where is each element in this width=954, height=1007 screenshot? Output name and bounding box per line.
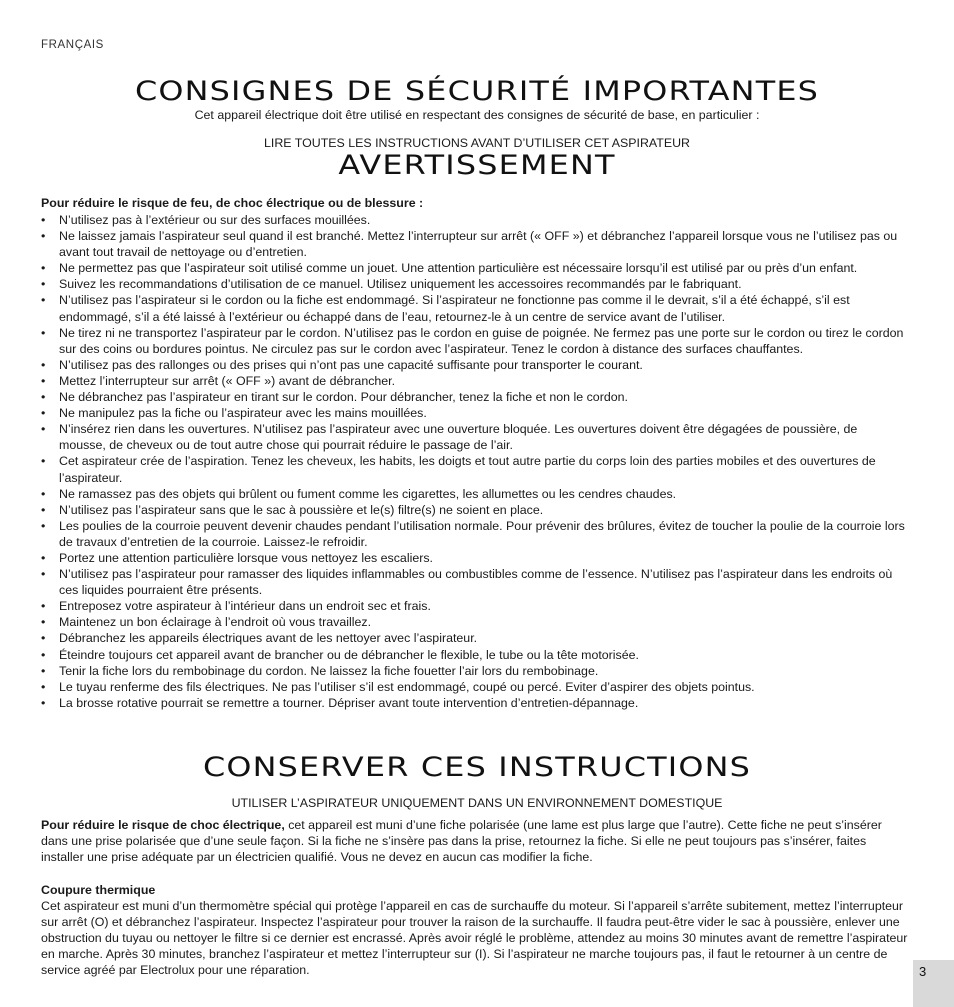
list-item: • Ne débranchez pas l’aspirateur en tirant sur le cordon. Pour débrancher, tenez la fiche et non le cordon. (41, 389, 906, 405)
list-item: • N’utilisez pas des rallonges ou des prises qui n’ont pas une capacité suffisante pour transporter le courant. (41, 357, 906, 373)
conserve-title: CONSERVER CES INSTRUCTIONS (202, 752, 752, 783)
warning-lead: Pour réduire le risque de feu, de choc électrique ou de blessure : (41, 196, 424, 210)
list-item: • N’insérez rien dans les ouvertures. N’utilisez pas l’aspirateur avec une ouverture bloquée. Les ouvertures doivent être dégagées de poussière, de mousse, de cheveux ou de tout autre chose qui pourrait réduire le passage de l’air. (41, 421, 906, 453)
list-item: • Cet aspirateur crée de l’aspiration. Tenez les cheveux, les habits, les doigts et tout autre partie du corps loin des parties mobiles et des ouvertures de l’aspirateur. (41, 453, 906, 485)
list-item: • Ne laissez jamais l’aspirateur seul quand il est branché. Mettez l’interrupteur sur arrêt (« OFF ») et débranchez l’appareil lorsque vous ne l’utilisez pas ou avant tout travail de nettoyage ou d’entretien. (41, 228, 906, 260)
list-item: • Maintenez un bon éclairage à l’endroit où vous travaillez. (41, 614, 906, 630)
list-item: • N’utilisez pas l’aspirateur pour ramasser des liquides inflammables ou combustibles comme de l’essence. N’utilisez pas l’aspirateur dans les endroits où ces liquides pourraient être présents. (41, 566, 906, 598)
list-item: • N’utilisez pas l’aspirateur si le cordon ou la fiche est endommagé. Si l’aspirateur ne fonctionne pas comme il le devrait, s’il a été échappé, s’il est endommagé, s’il a été laissé à l’extérieur ou échappé dans de l’eau, retournez-le à un centre de service avant de l’utiliser. (41, 292, 906, 324)
list-item: • Éteindre toujours cet appareil avant de brancher ou de débrancher le flexible, le tube ou la tête motorisée. (41, 647, 906, 663)
thermal-text: Cet aspirateur est muni d’un thermomètre spécial qui protège l’appareil en cas de surchauffe du moteur. Si l’appareil s’arrête subitement, mettez l’interrupteur sur arrêt (O) et débranchez l’aspirateur. Inspectez l’aspirateur pour trouver la raison de la surchauffe. Il faudra peut-être vider le sac à poussière, enlever une obstruction du tuyau ou nettoyer le filtre si ce dernier est encrassé. Après avoir réglé le problème, attendez au moins 30 minutes avant de remettre l’aspirateur en marche. Après 30 minutes, branchez l’aspirateur et mettez l’interrupteur sur (I). Si l’aspirateur ne marche toujours pas, il faut le retourner à un centre de service agréé par Electrolux pour une réparation. (41, 899, 908, 978)
list-item: • Tenir la fiche lors du rembobinage du cordon. Ne laissez la fiche fouetter l’air lors du rembobinage. (41, 663, 906, 679)
list-item: • Ne tirez ni ne transportez l’aspirateur par le cordon. N’utilisez pas le cordon en guise de poignée. Ne fermez pas une porte sur le cordon ou tirez le cordon sur des coins ou bordures pointus. Ne circulez pas sur le cordon avec l’aspirateur. Tenez le cordon à distance des surfaces chauffantes. (41, 325, 906, 357)
list-item: • Le tuyau renferme des fils électriques. Ne pas l’utiliser s’il est endommagé, coupé ou percé. Eviter d’aspirer des objets pointus. (41, 679, 906, 695)
thermal-paragraph (41, 882, 909, 979)
list-item: • N’utilisez pas à l’extérieur ou sur des surfaces mouillées. (41, 212, 906, 228)
page-number: 3 (919, 964, 927, 979)
list-item: • Les poulies de la courroie peuvent devenir chaudes pendant l’utilisation normale. Pour prévenir des brûlures, évitez de toucher la poulie de la courroie lors de travaux d’entretien de la courroie. Laissez-le refroidir. (41, 518, 906, 550)
list-item: • Entreposez votre aspirateur à l’intérieur dans un endroit sec et frais. (41, 598, 906, 614)
list-item: • Ne manipulez pas la fiche ou l’aspirateur avec les mains mouillées. (41, 405, 906, 421)
thermal-title: Coupure thermique (41, 883, 156, 897)
shock-text: cet appareil est muni d’une fiche polarisée (une lame est plus large que l’autre). Cette fiche ne peut s’insérer dans une prise polarisée que d’une seule façon. Si la fiche ne s’insère pas dans la prise, retournez la fiche. Si elle ne peut toujours pas s’insérer, faites installer une prise adéquate par un électricien qualifié. Vous ne devez en aucun cas modifier la fiche. (41, 818, 882, 865)
list-item: • La brosse rotative pourrait se remettre a tourner. Dépriser avant toute intervention d’entretien-dépannage. (41, 695, 906, 711)
list-item: • Ne permettez pas que l’aspirateur soit utilisé comme un jouet. Une attention particulière est nécessaire lorsqu’il est utilisé par ou près d’un enfant. (41, 260, 906, 276)
read-all-notice: LIRE TOUTES LES INSTRUCTIONS AVANT D’UTILISER CET ASPIRATEUR (264, 136, 690, 150)
list-item: • N’utilisez pas l’aspirateur sans que le sac à poussière et le(s) filtre(s) ne soient en place. (41, 502, 906, 518)
list-item: • Suivez les recommandations d’utilisation de ce manuel. Utilisez uniquement les accessoires recommandés par le fabriquant. (41, 276, 906, 292)
list-item: • Ne ramassez pas des objets qui brûlent ou fument comme les cigarettes, les allumettes ou les cendres chaudes. (41, 486, 906, 502)
safety-intro: Cet appareil électrique doit être utilisé en respectant des consignes de sécurité de base, en particulier : (194, 108, 760, 122)
shock-lead: Pour réduire le risque de choc électrique, (41, 818, 285, 832)
safety-title: CONSIGNES DE SÉCURITÉ IMPORTANTES (134, 76, 820, 107)
list-item: • Débranchez les appareils électriques avant de les nettoyer avec l’aspirateur. (41, 630, 906, 646)
list-item: • Portez une attention particulière lorsque vous nettoyez les escaliers. (41, 550, 906, 566)
warning-title: AVERTISSEMENT (338, 150, 616, 181)
list-item: • Mettez l’interrupteur sur arrêt (« OFF ») avant de débrancher. (41, 373, 906, 389)
language-label: FRANÇAIS (41, 39, 104, 51)
warning-list (41, 212, 906, 711)
shock-paragraph (41, 817, 909, 865)
domestic-use-notice: UTILISER L’ASPIRATEUR UNIQUEMENT DANS UN ENVIRONNEMENT DOMESTIQUE (231, 796, 723, 810)
